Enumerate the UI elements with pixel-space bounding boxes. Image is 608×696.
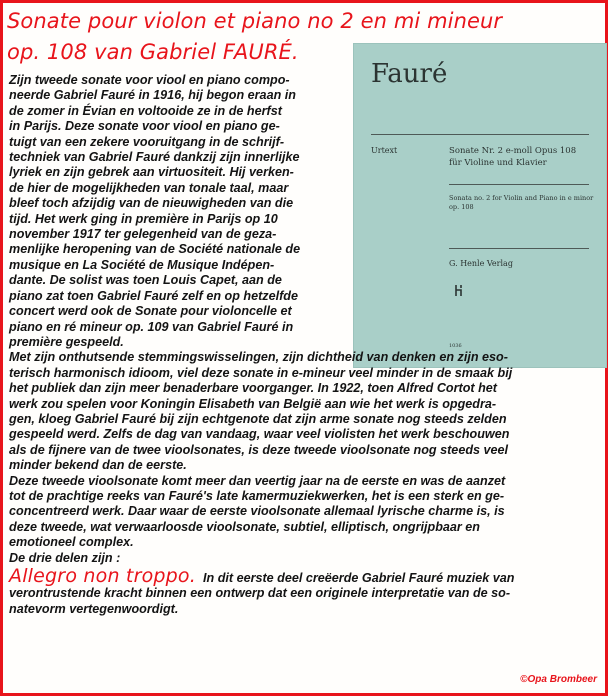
text-line: de hier de mogelijkheden van tonale taal, maar (9, 180, 289, 195)
cover-subtitle-2: für Violine und Klavier (449, 158, 547, 168)
text-line: techniek van Gabriel Fauré dankzij zijn innerlijke (9, 150, 300, 165)
text-line: concentreerd werk. Daar waar de eerste vioolsonate allemaal lyrische charme is, is (9, 504, 505, 519)
cover-edition: Urtext (371, 146, 398, 155)
cover-catalog-number: 1036 (449, 343, 462, 349)
text-line: piano zat toen Gabriel Fauré zelf en op hetzelfde (9, 288, 298, 303)
movement-title: Allegro non troppo. (9, 565, 196, 587)
text-line: concert werd ook de Sonate pour violoncelle et (9, 304, 292, 319)
text-line: de zomer in Évian en voltooide ze in de herfst (9, 103, 282, 118)
text-line: tot de prachtige reeks van Fauré's late kamermuziekwerken, het is een sterk en ge- (9, 488, 505, 503)
text-line: tijd. Het werk ging in première in Parijs op 10 (9, 211, 278, 226)
text-line: natevorm vertegenwoordigt. (9, 601, 179, 616)
cover-composer: Fauré (371, 59, 448, 89)
text-line: musique en La Société de Musique Indépen- (9, 257, 275, 272)
text-line: bleef toch afzijdig van de nieuwigheden van die (9, 196, 294, 211)
text-line: De drie delen zijn : (9, 550, 121, 565)
text-line: neerde Gabriel Fauré in 1916, hij begon eraan in (9, 88, 296, 103)
text-line: première gespeeld. (9, 334, 124, 349)
text-line: tuigt van een zekere vooruitgang in de schrijf- (9, 134, 285, 149)
cover-publisher: G. Henle Verlag (449, 259, 513, 268)
text-line: in Parijs. Deze sonate voor viool en piano ge- (9, 119, 280, 134)
text-line: piano en ré mineur op. 109 van Gabriel Fauré in (9, 319, 294, 334)
text-line: lyriek en zijn gebrek aan virtuositeit. Hij verken- (9, 165, 294, 180)
cover-subtitle-4: op. 108 (449, 203, 474, 211)
text-line: menlijke heropening van de Société nationale de (9, 242, 301, 257)
article-body (9, 73, 604, 617)
cover-subtitle-3: Sonata no. 2 for Violin and Piano in e minor (449, 194, 594, 202)
text-line: als de fijnere van de twee vioolsonates, is deze tweede vioolsonate nog steeds veel (9, 442, 509, 457)
title-line-1: Sonate pour violon et piano no 2 en mi mineur (7, 9, 503, 33)
credit: ©Opa Brombeer (520, 674, 597, 685)
text-line: dante. De solist was toen Louis Capet, aan de (9, 273, 282, 288)
title-line-2: op. 108 van Gabriel FAURÉ. (7, 40, 299, 64)
text-line: minder bekend dan de eerste. (9, 458, 187, 473)
text-line: werk zou spelen voor Koningin Elisabeth van België aan wie het werk is opgedra- (9, 396, 497, 411)
text-line: het publiek dan zijn meer benaderbare voorganger. In 1922, toen Alfred Cortot het (9, 381, 497, 396)
text-line: gespeeld werd. Zelfs de dag van vandaag, waar veel violisten het werk beschouwen (9, 427, 510, 442)
movement-heading (9, 565, 604, 587)
text-line: Deze tweede vioolsonate komt meer dan veertig jaar na de eerste en was de aanzet (9, 473, 506, 488)
text-line: verontrustende kracht binnen een ontwerp dat een originele interpretatie van de so- (9, 586, 511, 601)
text-line: gen, kloeg Gabriel Fauré bij zijn echtgenote dat zijn arme sonate nog steeds zelden (9, 411, 507, 426)
text-line: emotioneel complex. (9, 535, 134, 550)
text-line: Zijn tweede sonate voor viool en piano compo- (9, 73, 290, 87)
movement-description: In dit eerste deel creëerde Gabriel Fauré muziek van (203, 571, 515, 585)
text-line: terisch harmonisch idioom, viel deze sonate in e-mineur veel minder in de smaak bij (9, 365, 513, 380)
text-line: Met zijn onthutsende stemmingswisselingen, zijn dichtheid van denken en zijn eso- (9, 350, 508, 365)
text-line: november 1917 ter gelegenheid van de geza- (9, 227, 277, 242)
text-line: deze tweede, wat verwaarloosde vioolsonate, subtiel, elliptisch, ongrijpbaar en (9, 519, 480, 534)
cover-subtitle-1: Sonate Nr. 2 e-moll Opus 108 (449, 146, 577, 156)
